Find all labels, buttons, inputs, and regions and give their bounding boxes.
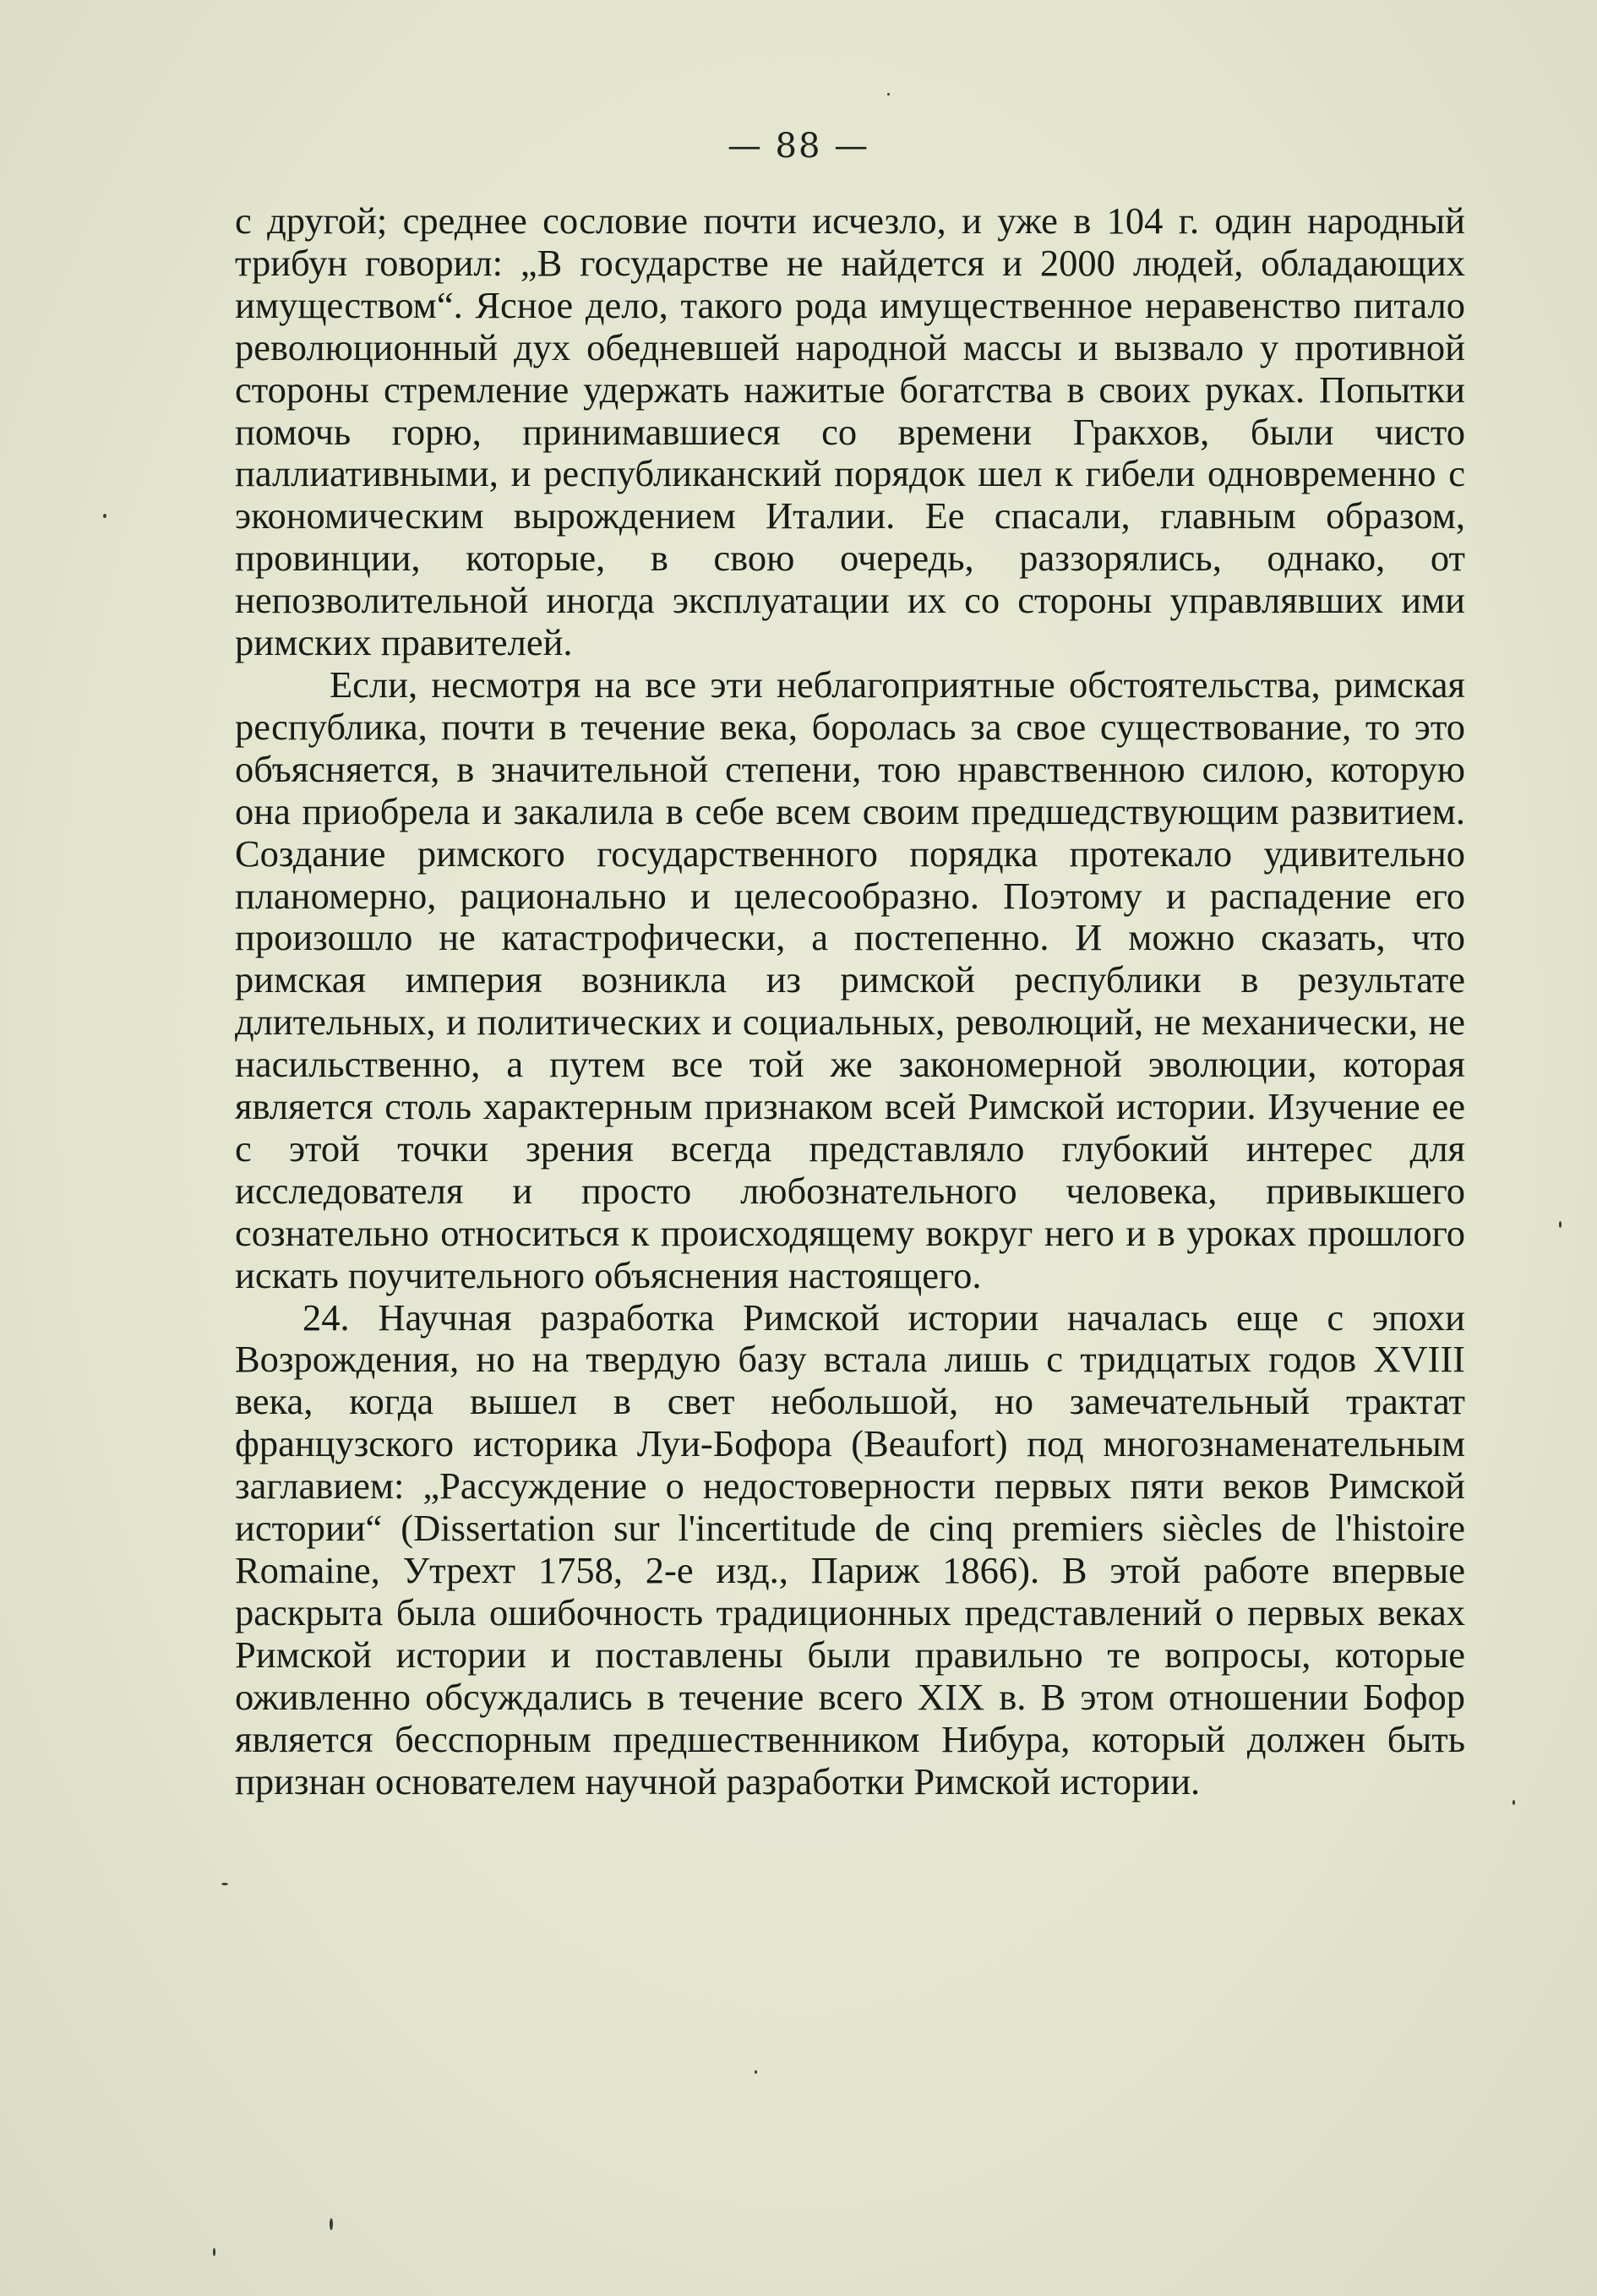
paper-speck (887, 93, 890, 95)
paragraph-1: с другой; среднее сословие почти исчезло, и уже в 104 г. один народный трибун говорил: „В государстве не найдется и 2000 людей, обладающих имуществом“. Ясное дело, такого рода имущественное неравенство питало революционный дух обедневшей народной массы и вызвало у противной стороны стремление удержать нажитые богатства в своих руках. Попытки помочь горю, принимавшиеся со времени Гракхов, были чисто паллиативными, и республиканский порядок шел к гибели одновременно с экономическим вырождением Италии. Ее спасали, главным образом, провинции, которые, в свою очередь, раззорялись, однако, от непозволительной иногда эксплуатации их со стороны управлявших ими римских правителей. (235, 199, 1465, 664)
body-text (235, 200, 1465, 1802)
page-number: — 88 — (727, 127, 870, 166)
paragraph-2: Если, несмотря на все эти неблагоприятные обстоятельства, римская республика, почти в течение века, боролась за свое существование, то это объясняется, в значительной степени, тою нравственною силою, которую она приобрела и закалила в себе всем своим предшедствующим развитием. Создание римского государственного порядка протекало удивительно планомерно, рационально и целесообразно. Поэтому и распадение его произошло не катастрофически, а постепенно. И можно сказать, что римская империя возникла из римской республики в результате длительных, и политических и социальных, революций, не механически, не насильственно, а путем все той же закономерной эволюции, которая является столь характерным признаком всей Римской истории. Изучение ее с этой точки зрения всегда представляло глубокий интерес для исследователя и просто любознательного человека, привыкшего сознательно относиться к происходящему вокруг него и в уроках прошлого искать поучительного объяснения настоящего. (235, 663, 1465, 1296)
paper-speck (221, 1883, 228, 1885)
paragraph-3-section-24: 24. Научная разработка Римской истории началась еще с эпохи Возрождения, но на твердую базу встала лишь с тридцатых годов XVIII века, когда вышел в свет небольшой, но замечательный трактат французского историка Луи-Бофора (Beaufort) под многознаменательным заглавием: „Рассуждение о недостоверности первых пяти веков Римской истории“ (Dissertation sur l'incertitude de cinq premiers siècles de l'histoire Romaine, Утрехт 1758, 2-е изд., Париж 1866). В этой работе впервые раскрыта была ошибочность традиционных представлений о первых веках Римской истории и поставлены были правильно те вопросы, которые оживленно обсуждались в течение всего XIX в. В этом отношении Бофор является бесспорным предшественником Нибура, который должен быть признан основателем научной разработки Римской истории. (235, 1295, 1465, 1802)
paper-speck (1513, 1800, 1515, 1805)
paper-speck (213, 2248, 215, 2256)
paper-speck (330, 2218, 333, 2230)
paper-speck (755, 2070, 757, 2074)
paper-speck (103, 514, 106, 518)
paper-speck (1559, 1221, 1562, 1228)
